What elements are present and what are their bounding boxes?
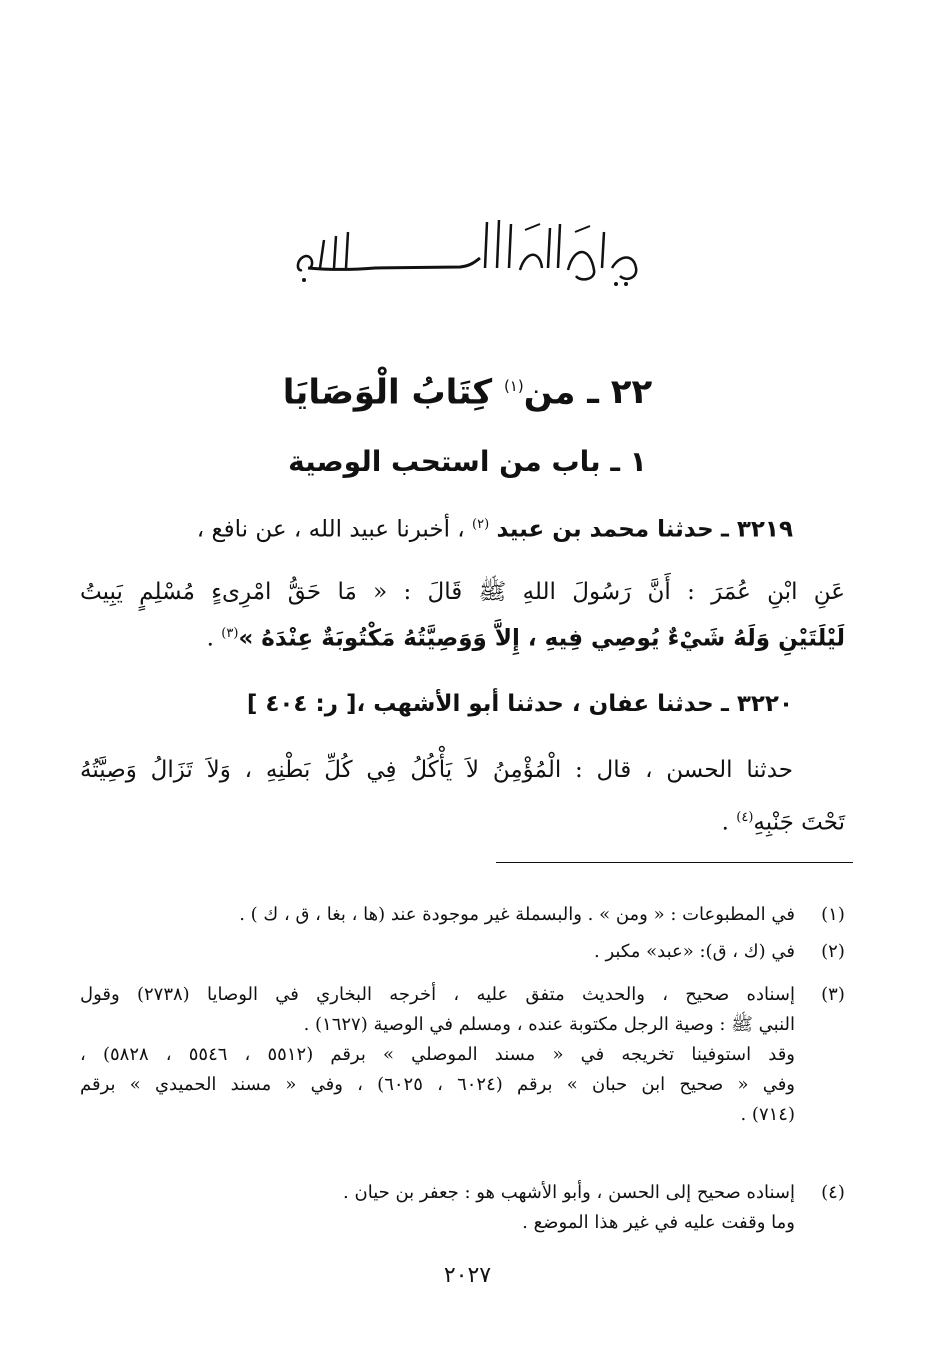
hadith-1-line-2: [80, 572, 845, 612]
hadith-number: ٣٢٢٠ ـ: [720, 691, 793, 717]
hadith-1-line-2-text: عَنِ ابْنِ عُمَرَ : أَنَّ رَسُولَ اللهِ ﷺ قَالَ : « مَا حَقُّ امْرِىءٍ مُسْلِمٍ يَبِيتُ: [80, 579, 845, 605]
footnote-2: [80, 937, 853, 967]
hadith-2-line-1-text: حدثنا عفان ، حدثنا أبو الأشهب ،[ ر: ٤٠٤ ]: [246, 691, 714, 717]
hadith-1-line-3-pre: لَيْلَتَيْنِ وَلَهُ شَيْءٌ يُوصِي فِيهِ ، إِلاَّ وَوَصِيَّتُهُ مَكْتُوبَةٌ عِنْدَهُ »: [238, 625, 845, 652]
basmala-calligraphy: [290, 210, 650, 290]
hadith-2-line-2-text: حدثنا الحسن ، قال : الْمُؤْمِنُ لاَ يَأْكُلُ فِي كُلِّ بَطْنِهِ ، وَلاَ تَزَالُ وَصِيَّتُهُ: [80, 757, 793, 783]
footnote-marker: (٤): [821, 1182, 845, 1203]
footnote-line: النبي ﷺ : وصية الرجل مكتوبة عنده ، ومسلم في الوصية (١٦٢٧) .: [303, 1014, 795, 1035]
footnote-marker: (٣): [821, 984, 845, 1005]
footnote-line: إسناده صحيح ، والحديث متفق عليه ، أخرجه البخاري في الوصايا (٢٧٣٨) وقول: [80, 984, 795, 1005]
footnote-marker: (٢): [821, 941, 845, 962]
footnote-line: (٧١٤) .: [740, 1104, 795, 1125]
hadith-2-line-3-pre: تَحْتَ جَنْبِهِ: [753, 809, 845, 836]
footnote-line: وما وقفت عليه في غير هذا الموضع .: [522, 1212, 795, 1233]
section-number: ١ ـ: [610, 445, 647, 478]
hadith-2-line-3: [80, 798, 845, 843]
page-number: ٢٠٢٧: [443, 1263, 492, 1288]
hadith-1-line-1: [80, 505, 793, 550]
footnote-line: إسناده صحيح إلى الحسن ، وأبو الأشهب هو : جعفر بن حيان .: [343, 1182, 795, 1203]
hadith-1-line-3: [80, 614, 845, 659]
section-title: [0, 440, 935, 484]
hadith-1-line-1-pre: حدثنا محمد بن عبيد: [496, 516, 714, 543]
footnote-4: [80, 1178, 853, 1238]
footnote-line: في المطبوعات : « ومن » . والبسملة غير موجودة عند (ها ، بغا ، ق ، ك ) .: [239, 904, 795, 925]
chapter-number: ٢٢ ـ: [587, 372, 653, 413]
footnote-ref-2: (٢): [472, 517, 490, 532]
chapter-text-after: كِتَابُ الْوَصَايَا: [282, 372, 493, 413]
section-title-text: باب من استحب الوصية: [288, 445, 601, 478]
footnote-line: في (ك ، ق): «عبد» مكبر .: [594, 941, 795, 962]
footnote-ref-4: (٤): [736, 810, 754, 825]
footnote-3: [80, 980, 853, 1130]
footnote-line: وفي « صحيح ابن حبان » برقم (٦٠٢٤ ، ٦٠٢٥) ، وفي « مسند الحميدي » برقم: [80, 1074, 796, 1095]
hadith-1-line-3-post: .: [206, 625, 214, 652]
hadith-2-line-2: [80, 750, 793, 790]
footnote-divider: [496, 862, 853, 863]
footnote-line: وقد استوفينا تخريجه في « مسند الموصلي » برقم (٥٥١٢ ، ٥٥٤٦ ، ٥٨٢٨) ،: [80, 1044, 795, 1065]
footnote-marker: (١): [821, 904, 845, 925]
hadith-2-line-3-post: .: [721, 809, 729, 836]
footnote-ref-3: (٣): [221, 626, 239, 641]
hadith-1-line-1-post: ، أخبرنا عبيد الله ، عن نافع ،: [196, 516, 465, 543]
hadith-number: ٣٢١٩ ـ: [720, 516, 793, 543]
chapter-footnote-ref: (١): [503, 377, 524, 395]
chapter-text-before: من: [523, 372, 576, 413]
hadith-2-line-1: [80, 684, 793, 724]
footnote-1: [80, 900, 853, 930]
chapter-title: [0, 362, 935, 416]
